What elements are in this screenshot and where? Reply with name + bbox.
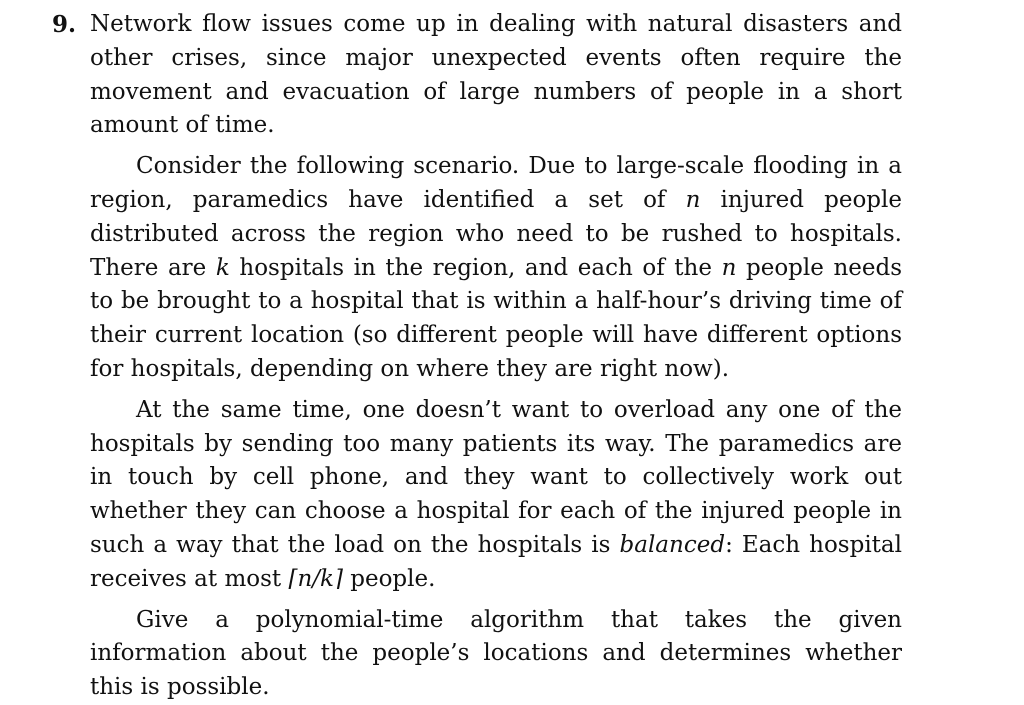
problem-number: 9. [52, 11, 77, 38]
balance-text-a: At the same time, one doesn’t want to overload any one of the hospitals by sending too many patients its way. The paramedics are in touch by cell phone, and they want to collectively work out whether they can choose a hospital for each of the injured people in such a way that the load on the hospitals is [90, 396, 902, 558]
problem-9 [52, 8, 903, 705]
balance-text-c: people. [342, 565, 436, 592]
math-n: n [685, 186, 701, 213]
scenario-text-a: Consider the following scenario. Due to large-scale flooding in a region, paramedics have identified a set of [90, 153, 902, 213]
balance-text-b: : Each hospital receives at most [90, 531, 902, 592]
paragraph-scenario [90, 150, 902, 387]
paragraph-balance [90, 394, 902, 597]
intro-text: Network flow issues come up in dealing with natural disasters and other crises, since major unexpected events often require the movement and evacuation of large numbers of people in a short amount of time. [90, 11, 902, 139]
math-n: n [721, 254, 737, 281]
math-k: k [215, 254, 230, 281]
scenario-text-d: people needs to be brought to a hospital that is within a half-hour’s driving time of their current location (so different people will have different options for hospitals, depending on where they are right now). [90, 254, 903, 382]
paragraph-intro [90, 8, 902, 143]
math-ceiling-n-over-k: ⌈n/k⌉ [288, 565, 343, 592]
paragraph-task [90, 604, 902, 705]
emphasis-balanced: balanced [619, 531, 726, 558]
task-text: Give a polynomial-time algorithm that takes the given information about the people’s locations and determines whether this is possible. [90, 606, 902, 701]
scenario-text-c: hospitals in the region, and each of the [229, 254, 722, 281]
scenario-text-b: injured people distributed across the region who need to be rushed to hospitals. There are [90, 186, 902, 281]
